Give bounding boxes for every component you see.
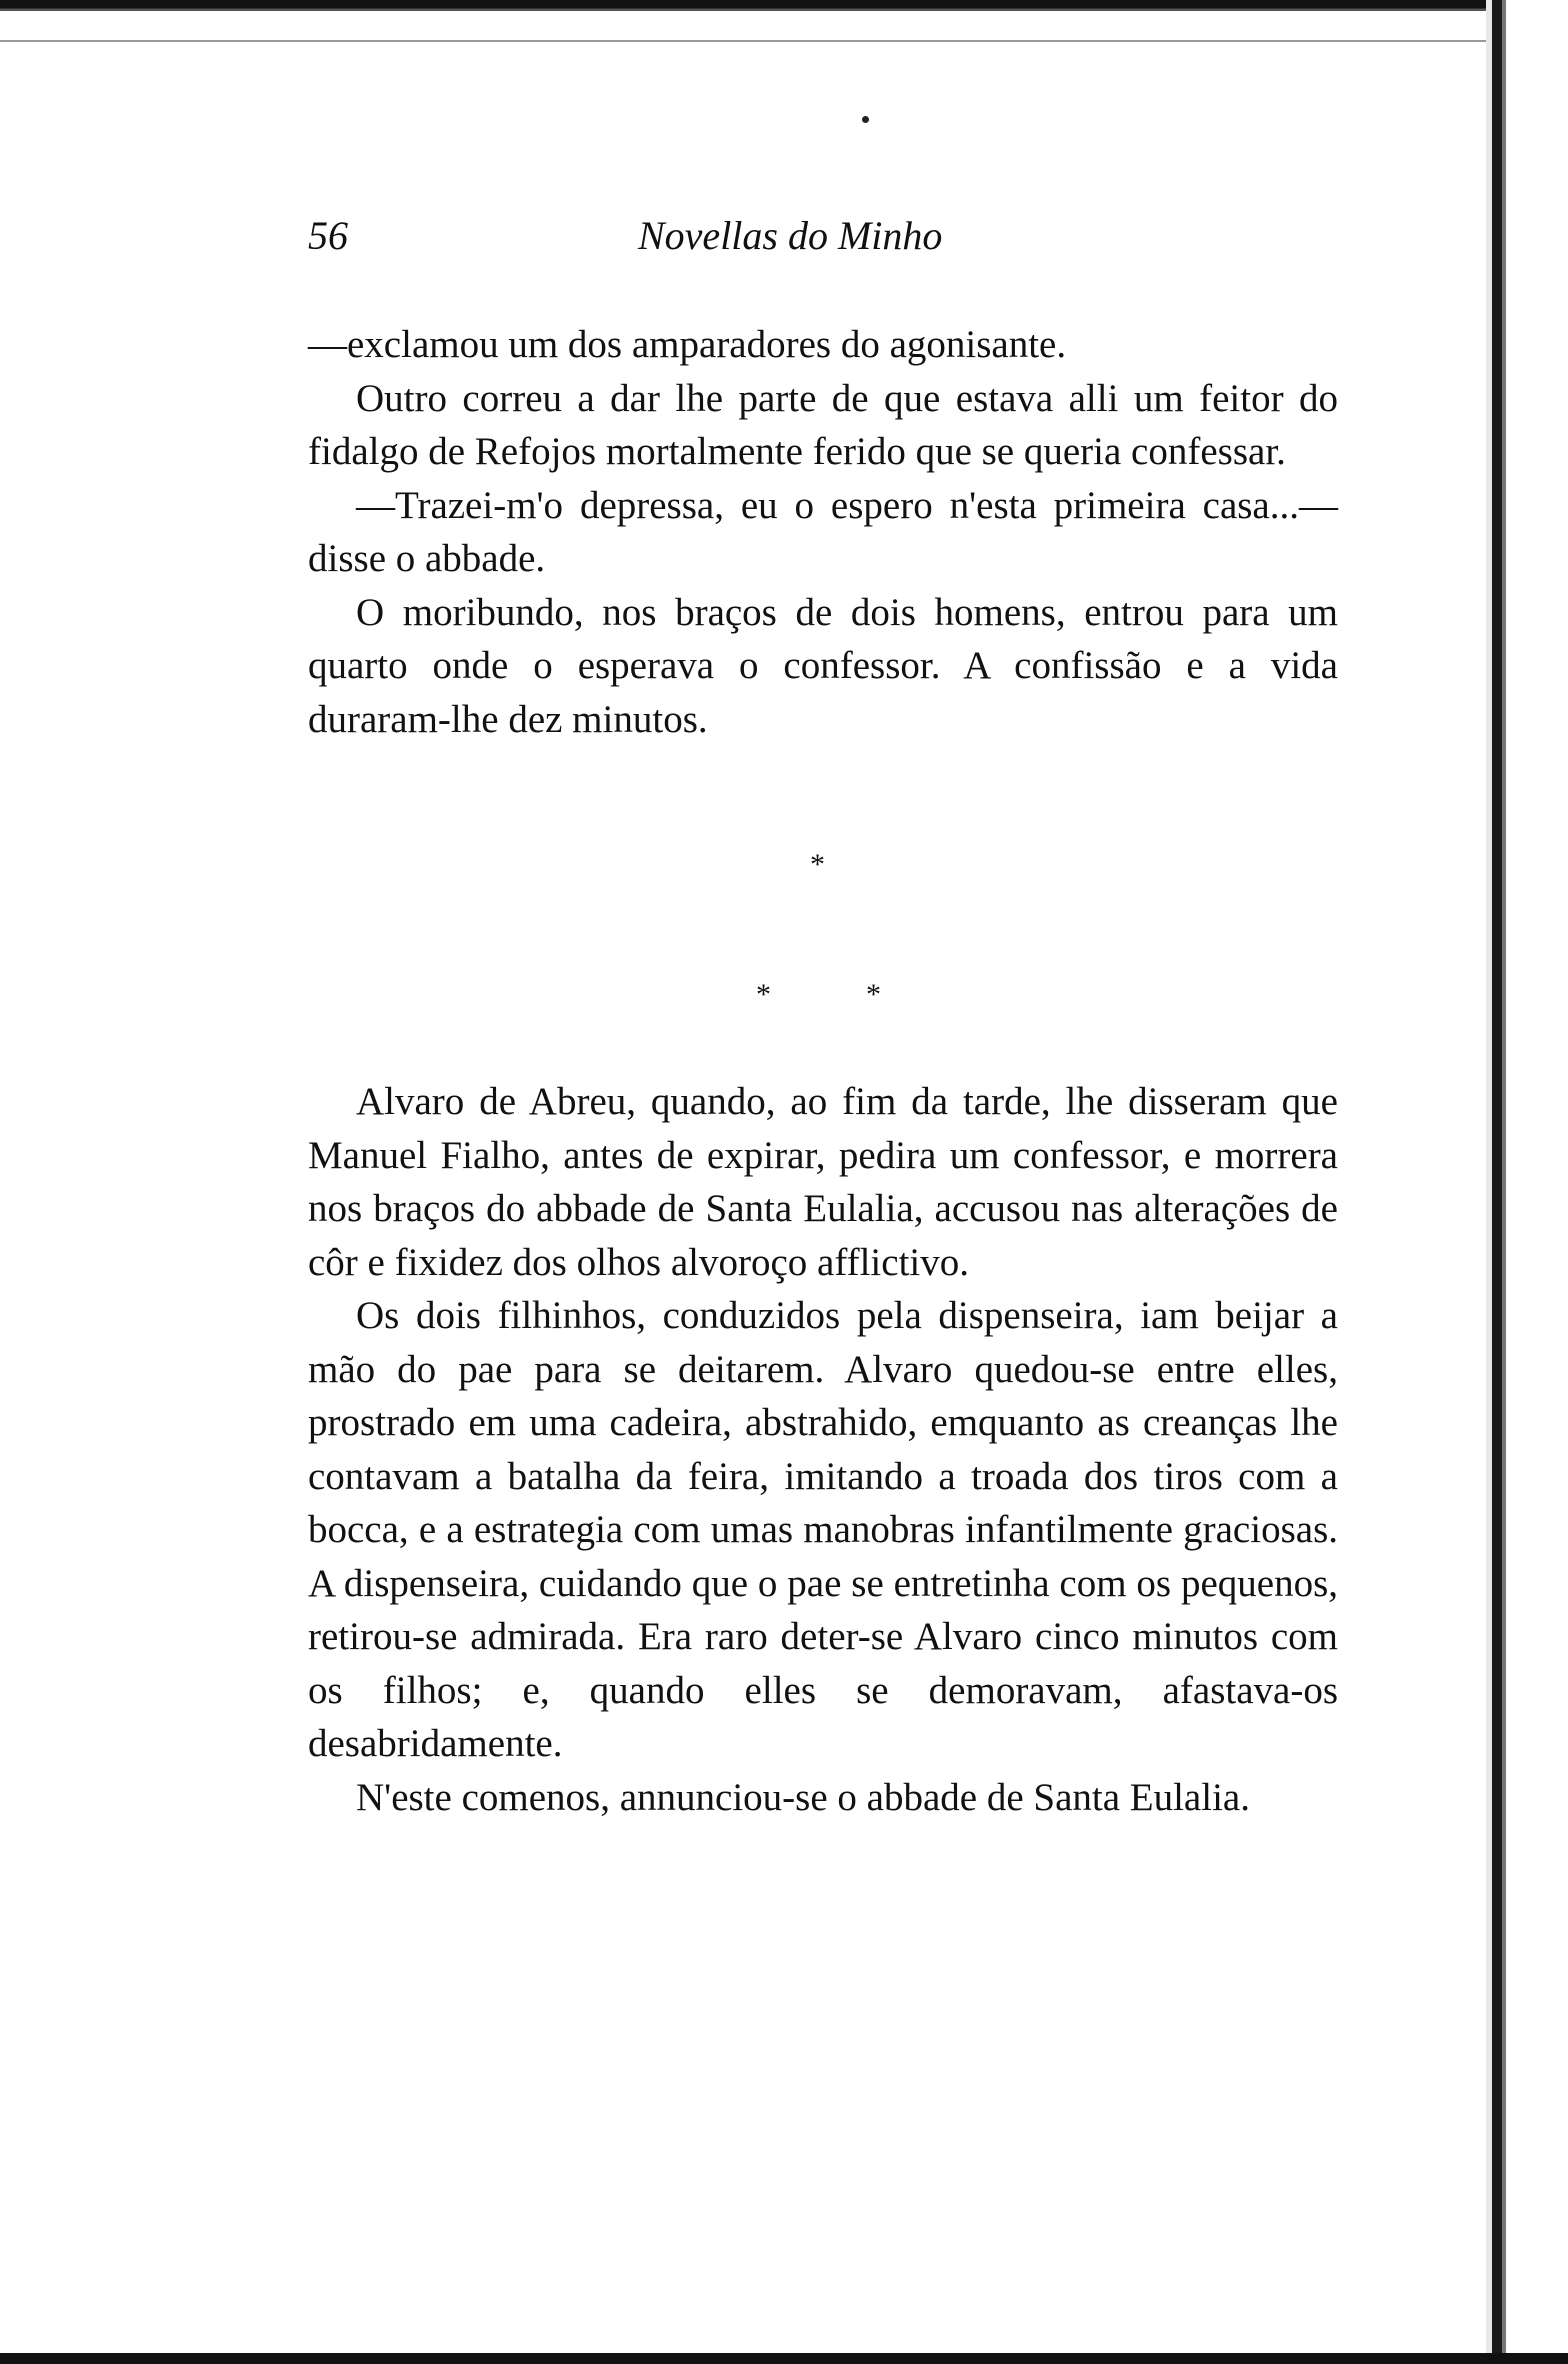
asterisk-right: * bbox=[866, 978, 881, 1011]
paragraph: Alvaro de Abreu, quando, ao fim da tarde, lhe disseram que Manuel Fialho, antes de expirar, pedira um confessor, e morrera nos braços do abbade de Santa Eulalia, accusou nas alterações de côr e fixidez dos olhos alvoroço afflictivo. bbox=[308, 1080, 1338, 1284]
scan-bottom-edge bbox=[0, 2348, 1568, 2364]
paragraph: N'este comenos, annunciou-se o abbade de Santa Eulalia. bbox=[356, 1775, 1250, 1819]
section-break-asterism bbox=[700, 848, 900, 1028]
asterisk-top: * bbox=[810, 848, 825, 881]
page-header bbox=[308, 212, 1338, 272]
paragraph: O moribundo, nos braços de dois homens, entrou para um quarto onde o esperava o confessor. A confissão e a vida duraram-lhe dez minutos. bbox=[308, 590, 1338, 741]
scan-right-edge bbox=[1458, 0, 1568, 2364]
asterisk-left: * bbox=[756, 978, 771, 1011]
text-section-before-break bbox=[308, 318, 1338, 746]
ink-speck bbox=[862, 116, 869, 123]
page-number: 56 bbox=[308, 213, 348, 258]
text-section-after-break bbox=[308, 1075, 1338, 1824]
paragraph: Os dois filhinhos, conduzidos pela dispenseira, iam beijar a mão do pae para se deitarem. Alvaro quedou-se entre elles, prostrado em uma cadeira, abstrahido, emquanto as creanças lhe contavam a batalha da feira, imitando a troada dos tiros com a bocca, e a estrategia com umas manobras infantilmente graciosas. A dispenseira, cuidando que o pae se entretinha com os pequenos, retirou-se admirada. Era raro deter-se Alvaro cinco minutos com os filhos; e, quando elles se demoravam, afastava-os desabridamente. bbox=[308, 1294, 1338, 1765]
paragraph: Outro correu a dar lhe parte de que estava alli um feitor do fidalgo de Refojos mortalmente ferido que se queria confessar. bbox=[308, 376, 1338, 473]
paragraph: —exclamou um dos amparadores do agonisante. bbox=[308, 323, 1067, 366]
scan-top-edge bbox=[0, 0, 1568, 14]
scan-top-rule bbox=[0, 40, 1560, 42]
running-title: Novellas do Minho bbox=[638, 213, 943, 258]
paragraph: —Trazei-m'o depressa, eu o espero n'esta primeira casa...— disse o abbade. bbox=[308, 483, 1338, 580]
